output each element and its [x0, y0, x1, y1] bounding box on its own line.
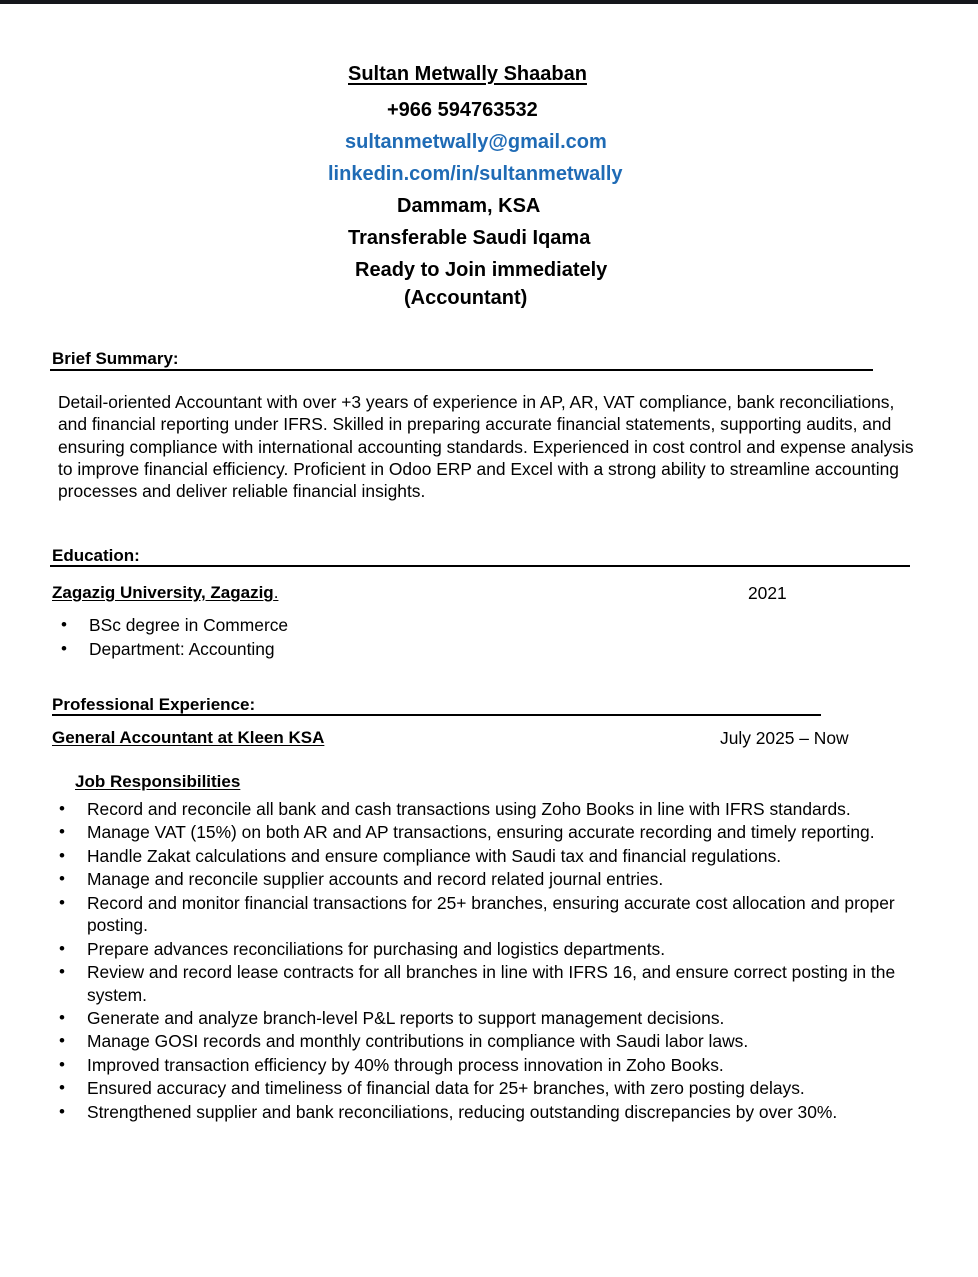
- target-role: (Accountant): [404, 287, 528, 309]
- list-item: • Record and reconcile all bank and cash transactions using Zoho Books in line with IFRS standards.: [57, 798, 937, 820]
- experience-heading: Professional Experience:: [52, 695, 256, 714]
- list-item: • Record and monitor financial transactions for 25+ branches, ensuring accurate cost allocation and proper posting.: [57, 892, 937, 937]
- list-item: • Review and record lease contracts for all branches in line with IFRS 16, and ensure correct posting in the system.: [57, 961, 937, 1006]
- list-item: • Prepare advances reconciliations for purchasing and logistics departments.: [57, 938, 937, 960]
- list-item: • Department: Accounting: [59, 638, 288, 660]
- summary-divider: [50, 369, 873, 371]
- list-item: • BSc degree in Commerce: [59, 614, 288, 636]
- job-dates: July 2025 – Now: [720, 728, 849, 748]
- experience-divider: [52, 714, 821, 716]
- education-heading: Education:: [52, 546, 140, 565]
- list-item: • Generate and analyze branch-level P&L reports to support management decisions.: [57, 1007, 937, 1029]
- graduation-year: 2021: [748, 583, 787, 603]
- location: Dammam, KSA: [397, 195, 541, 217]
- institution-label: Zagazig University, Zagazig: [52, 583, 274, 602]
- linkedin-link[interactable]: linkedin.com/in/sultanmetwally: [328, 163, 623, 185]
- top-border: [0, 0, 978, 4]
- list-item: • Improved transaction efficiency by 40% through process innovation in Zoho Books.: [57, 1054, 937, 1076]
- list-item: • Manage VAT (15%) on both AR and AP transactions, ensuring accurate recording and timely reporting.: [57, 821, 937, 843]
- summary-text: Detail-oriented Accountant with over +3 years of experience in AP, AR, VAT compliance, bank reconciliations, and financial reporting under IFRS. Skilled in preparing accurate financial statements, supporting audits, and ensuring compliance with international accounting standards. Experienced in cost control and expense analysis to improve financial efficiency. Proficient in Odoo ERP and Excel with a strong ability to streamline accounting processes and deliver reliable financial insights.: [58, 392, 914, 502]
- list-item: • Manage and reconcile supplier accounts and record related journal entries.: [57, 868, 937, 890]
- list-item: • Strengthened supplier and bank reconciliations, reducing outstanding discrepancies by over 30%.: [57, 1101, 937, 1123]
- email-link[interactable]: sultanmetwally@gmail.com: [345, 131, 607, 153]
- candidate-name: Sultan Metwally Shaaban: [348, 63, 587, 85]
- availability: Ready to Join immediately: [355, 259, 608, 281]
- education-divider: [50, 565, 910, 567]
- list-item: • Manage GOSI records and monthly contributions in compliance with Saudi labor laws.: [57, 1030, 937, 1052]
- iqama-status: Transferable Saudi Iqama: [348, 227, 591, 249]
- phone-number: +966 594763532: [387, 99, 538, 121]
- institution-suffix: .: [273, 583, 279, 602]
- responsibilities-list: [57, 798, 937, 1124]
- responsibilities-heading: Job Responsibilities: [75, 772, 241, 791]
- institution-name: [52, 583, 278, 603]
- job-title: General Accountant at Kleen KSA: [52, 728, 325, 747]
- summary-heading: Brief Summary:: [52, 349, 179, 368]
- education-details: [59, 614, 288, 662]
- list-item: • Ensured accuracy and timeliness of financial data for 25+ branches, with zero posting delays.: [57, 1077, 937, 1099]
- list-item: • Handle Zakat calculations and ensure compliance with Saudi tax and financial regulations.: [57, 845, 937, 867]
